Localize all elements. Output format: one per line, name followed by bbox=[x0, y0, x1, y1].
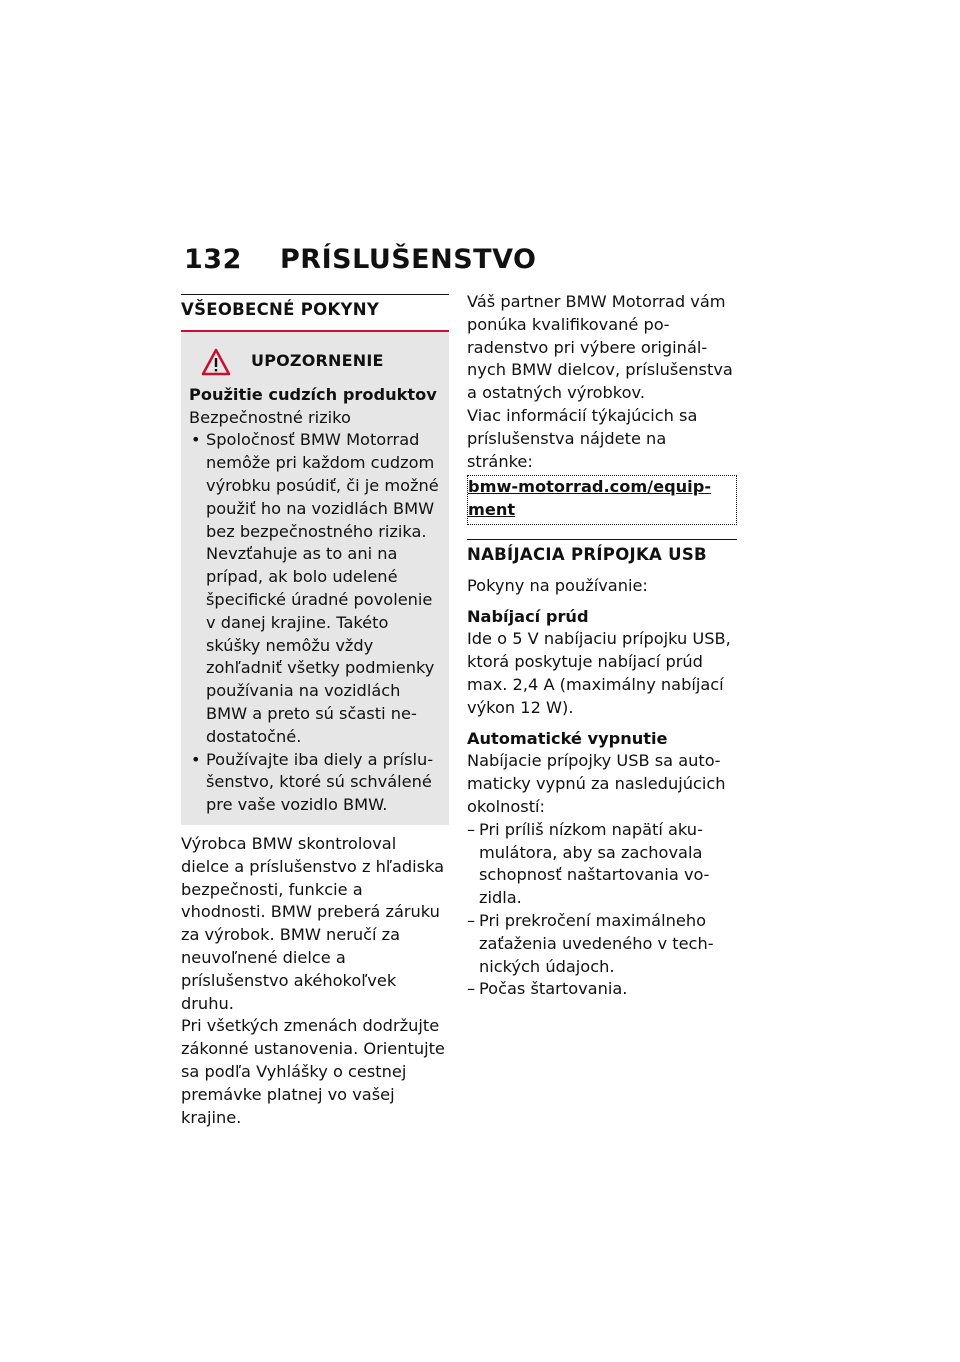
charging-current-text: Ide o 5 V nabíjaciu prípojku USB, ktorá poskytuje nabíjací prúd max. 2,4 A (maximálny nabíjací výkon 12 W). bbox=[467, 629, 731, 717]
section-title-general: VŠEOBECNÉ POKYNY bbox=[181, 294, 449, 322]
shutoff-condition: – Pri prekročení maximálneho zaťaženia uvedeného v technických údajoch. bbox=[467, 910, 737, 978]
warning-heading: Použitie cudzích produktov bbox=[189, 384, 437, 404]
page-header bbox=[184, 244, 536, 275]
shutoff-conditions bbox=[467, 819, 737, 1001]
usb-intro: Pokyny na používanie: bbox=[467, 575, 648, 595]
warning-bullet: • Používajte iba diely a príslušenstvo, ktoré sú schválené pre vaše vozidlo BMW. bbox=[189, 749, 443, 817]
section-title-usb: NABÍJACIA PRÍPOJKA USB bbox=[467, 539, 737, 567]
paragraph-manufacturer: Výrobca BMW skontroloval dielce a príslušenstvo z hľadiska bezpečnosti, funkcie a vhodnosti. BMW preberá záruku za výrobok. BMW neručí za neuvoľnené dielce a príslušenstvo akéhokoľvek druhu. bbox=[181, 833, 445, 1013]
accessories-link[interactable]: bmw-motorrad.com/equipment bbox=[467, 475, 737, 525]
warning-bullet: • Spoločnosť BMW Motorrad nemôže pri každom cudzom výrobku posúdiť, či je možné použiť ho na vozidlách BMW bez bezpečnostného rizika. Nevzťahuje as to ani na prípad, ak bolo udelené špecifické úradné povolenie v danej krajine. Takéto skúšky nemôžu vždy zohľadniť všetky podmienky používania na vozidlách BMW a preto sú sčasti nedostatočné. bbox=[189, 429, 443, 748]
warning-triangle-icon bbox=[201, 348, 231, 376]
paragraph-regulations: Pri všetkých zmenách dodržujte zákonné ustanovenia. Orientujte sa podľa Vyhlášky o cestnej premávke platnej vo vašej krajine. bbox=[181, 1016, 445, 1127]
right-column bbox=[467, 291, 737, 1001]
shutoff-condition: – Počas štartovania. bbox=[467, 978, 737, 1001]
paragraph-partner: Váš partner BMW Motorrad vám ponúka kvalifikované poradenstvo pri výbere originálnych BMW dielcov, príslušenstva a ostatných výrobkov. bbox=[467, 292, 733, 403]
auto-shutoff-text: Nabíjacie prípojky USB sa automaticky vypnú za nasledujúcich okolností: bbox=[467, 751, 726, 816]
warning-box bbox=[181, 330, 449, 825]
left-column bbox=[181, 294, 449, 1129]
page-number: 132 bbox=[184, 244, 242, 275]
warning-title: UPOZORNENIE bbox=[251, 351, 384, 371]
charging-current-title: Nabíjací prúd bbox=[467, 606, 589, 626]
auto-shutoff-title: Automatické vypnutie bbox=[467, 728, 668, 748]
warning-header bbox=[201, 348, 443, 376]
warning-bullets bbox=[189, 429, 443, 817]
paragraph-more-info: Viac informácií týkajúcich sa príslušenstva nájdete na stránke: bbox=[467, 405, 698, 471]
chapter-title: PRÍSLUŠENSTVO bbox=[280, 244, 537, 275]
warning-subheading: Bezpečnostné riziko bbox=[189, 407, 351, 427]
shutoff-condition: – Pri príliš nízkom napätí akumulátora, aby sa zachovala schopnosť naštartovania vozidla. bbox=[467, 819, 737, 910]
